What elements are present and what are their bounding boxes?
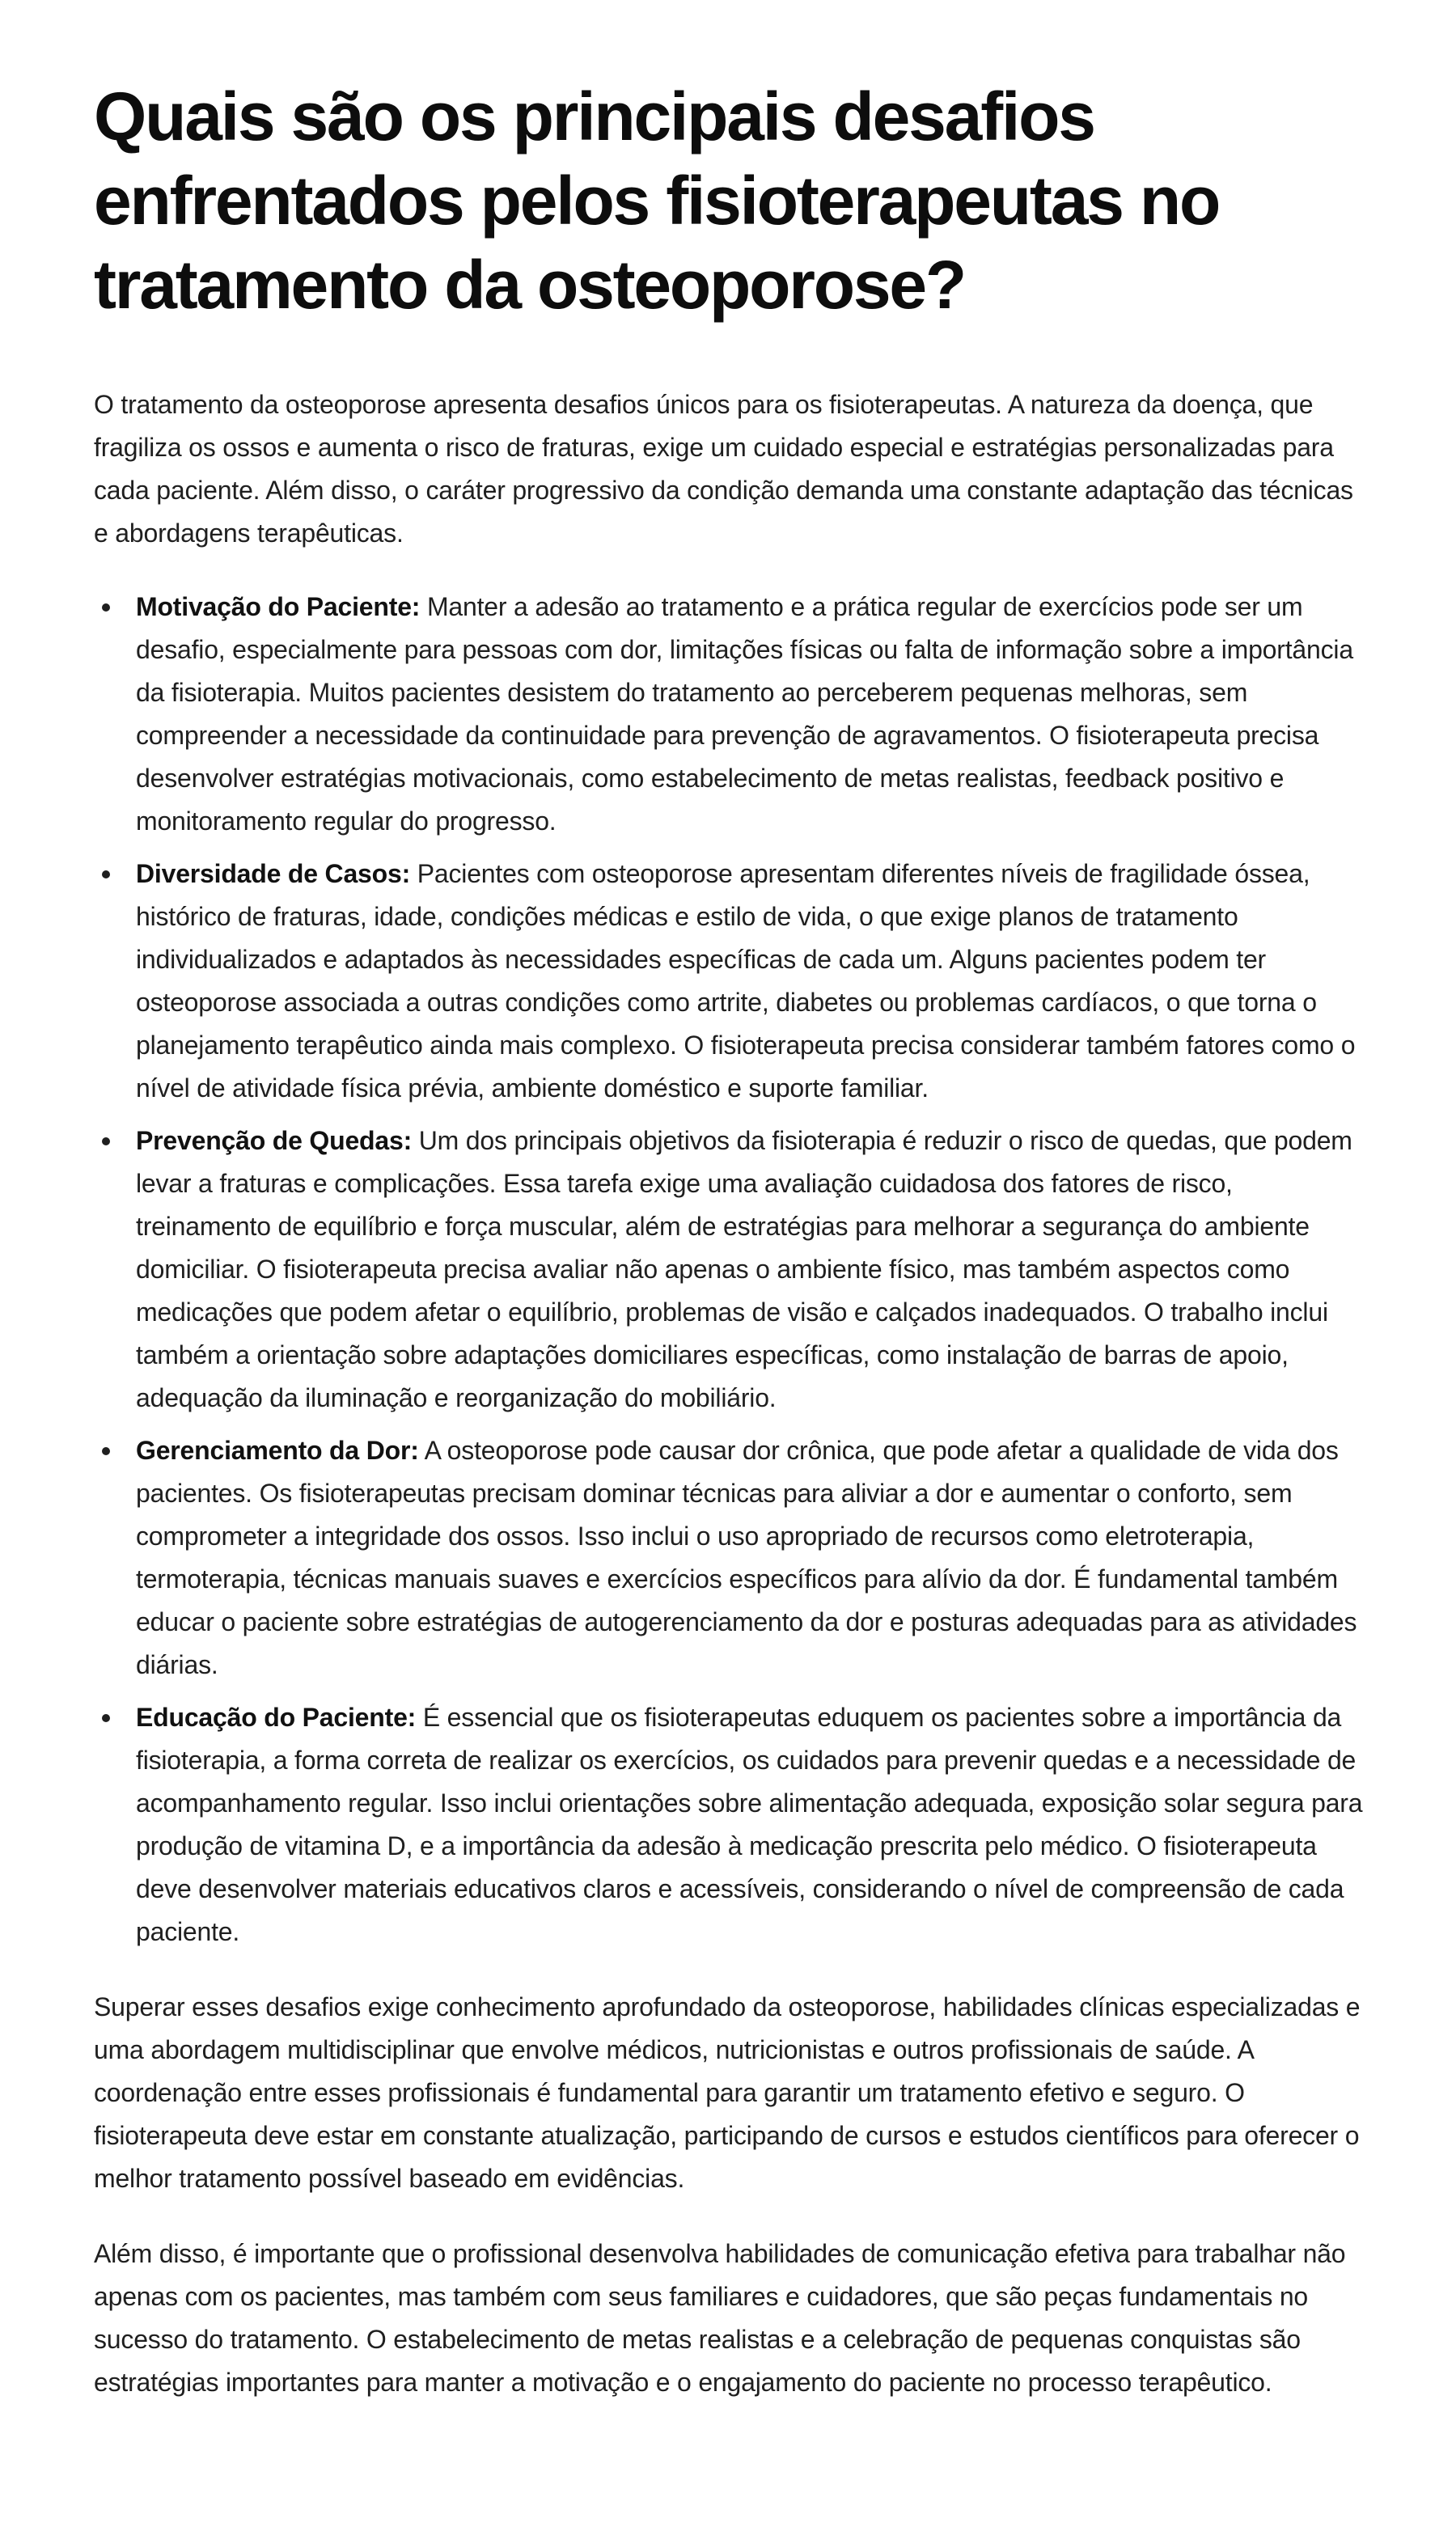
page-title: Quais são os principais desafios enfrentados pelos fisioterapeutas no tratamento da osteoporose? xyxy=(94,78,1220,323)
challenge-term: Gerenciamento da Dor: xyxy=(136,1436,419,1465)
bullet-icon xyxy=(102,870,110,878)
bullet-icon xyxy=(102,1137,110,1145)
challenge-text: É essencial que os fisioterapeutas eduquem os pacientes sobre a importância da fisioterapia, a forma correta de realizar os exercícios, os cuidados para prevenir quedas e a necessidade de acompanhamento regular. Isso inclui orientações sobre alimentação adequada, exposição solar segura para produção de vitamina D, e a importância da adesão à medicação prescrita pelo médico. O fisioterapeuta deve desenvolver materiais educativos claros e acessíveis, considerando o nível de compreensão de cada paciente. xyxy=(136,1703,1363,1946)
conclusion-paragraph-2: Além disso, é importante que o profissional desenvolva habilidades de comunicação efetiva para trabalhar não apenas com os pacientes, mas também com seus familiares e cuidadores, que são peças fundamentais no sucesso do tratamento. O estabelecimento de metas realistas e a celebração de pequenas conquistas são estratégias importantes para manter a motivação e o engajamento do paciente no processo terapêutico. xyxy=(94,2239,1346,2397)
list-item-diversidade xyxy=(136,853,1364,1110)
bullet-icon xyxy=(102,1447,110,1455)
list-item-motivacao xyxy=(136,586,1364,843)
list-item-educacao xyxy=(136,1696,1364,1954)
challenge-term: Diversidade de Casos: xyxy=(136,859,411,888)
challenge-term: Motivação do Paciente: xyxy=(136,592,421,621)
list-item-prevencao xyxy=(136,1120,1364,1420)
bullet-icon xyxy=(102,603,110,612)
list-item-dor xyxy=(136,1429,1364,1687)
challenges-list xyxy=(94,586,1364,1954)
challenge-term: Prevenção de Quedas: xyxy=(136,1126,413,1155)
bullet-icon xyxy=(102,1714,110,1722)
challenge-text: Manter a adesão ao tratamento e a prática regular de exercícios pode ser um desafio, especialmente para pessoas com dor, limitações físicas ou falta de informação sobre a importância da fisioterapia. Muitos pacientes desistem do tratamento ao perceberem pequenas melhoras, sem compreender a necessidade da continuidade para prevenção de agravamentos. O fisioterapeuta precisa desenvolver estratégias motivacionais, como estabelecimento de metas realistas, feedback positivo e monitoramento regular do progresso. xyxy=(136,592,1353,836)
challenge-text: Pacientes com osteoporose apresentam diferentes níveis de fragilidade óssea, histórico de fraturas, idade, condições médicas e estilo de vida, o que exige planos de tratamento individualizados e adaptados às necessidades específicas de cada um. Alguns pacientes podem ter osteoporose associada a outras condições como artrite, diabetes ou problemas cardíacos, o que torna o planejamento terapêutico ainda mais complexo. O fisioterapeuta precisa considerar também fatores como o nível de atividade física prévia, ambiente doméstico e suporte familiar. xyxy=(136,859,1356,1103)
challenge-text: Um dos principais objetivos da fisioterapia é reduzir o risco de quedas, que podem levar a fraturas e complicações. Essa tarefa exige uma avaliação cuidadosa dos fatores de risco, treinamento de equilíbrio e força muscular, além de estratégias para melhorar a segurança do ambiente domiciliar. O fisioterapeuta precisa avaliar não apenas o ambiente físico, mas também aspectos como medicações que podem afetar o equilíbrio, problemas de visão e calçados inadequados. O trabalho inclui também a orientação sobre adaptações domiciliares específicas, como instalação de barras de apoio, adequação da iluminação e reorganização do mobiliário. xyxy=(136,1126,1352,1412)
challenge-text: A osteoporose pode causar dor crônica, que pode afetar a qualidade de vida dos pacientes. Os fisioterapeutas precisam dominar técnicas para aliviar a dor e aumentar o conforto, sem comprometer a integridade dos ossos. Isso inclui o uso apropriado de recursos como eletroterapia, termoterapia, técnicas manuais suaves e exercícios específicos para alívio da dor. É fundamental também educar o paciente sobre estratégias de autogerenciamento da dor e posturas adequadas para as atividades diárias. xyxy=(136,1436,1357,1679)
challenge-term: Educação do Paciente: xyxy=(136,1703,417,1732)
conclusion-paragraph-1: Superar esses desafios exige conhecimento aprofundado da osteoporose, habilidades clínicas especializadas e uma abordagem multidisciplinar que envolve médicos, nutricionistas e outros profissionais de saúde. A coordenação entre esses profissionais é fundamental para garantir um tratamento efetivo e seguro. O fisioterapeuta deve estar em constante atualização, participando de cursos e estudos científicos para oferecer o melhor tratamento possível baseado em evidências. xyxy=(94,1992,1361,2193)
intro-paragraph: O tratamento da osteoporose apresenta desafios únicos para os fisioterapeutas. A natureza da doença, que fragiliza os ossos e aumenta o risco de fraturas, exige um cuidado especial e estratégias personalizadas para cada paciente. Além disso, o caráter progressivo da condição demanda uma constante adaptação das técnicas e abordagens terapêuticas. xyxy=(94,390,1353,548)
